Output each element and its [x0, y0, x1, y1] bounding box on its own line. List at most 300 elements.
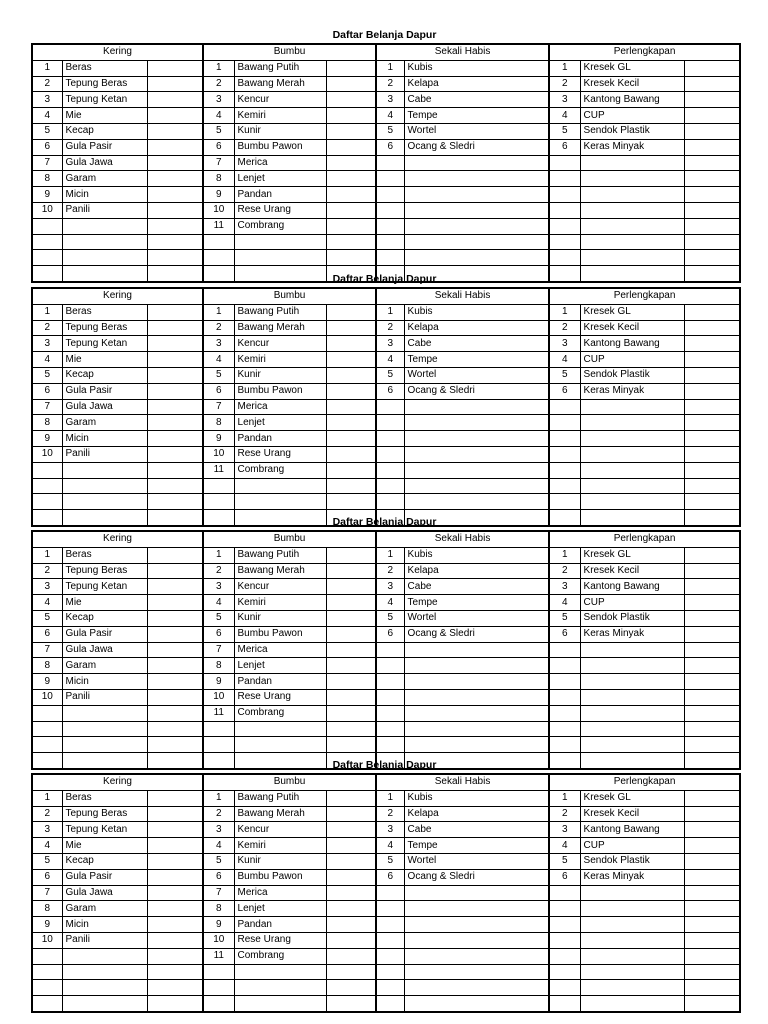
item-name: Panili — [62, 202, 147, 218]
extra-cell — [684, 462, 740, 478]
item-name — [404, 980, 549, 996]
item-number: 8 — [203, 658, 234, 674]
table-row — [32, 415, 740, 431]
item-number: 6 — [549, 626, 580, 642]
item-name: Kresek Kecil — [580, 806, 684, 822]
item-name: Pandan — [234, 674, 326, 690]
item-number: 1 — [376, 547, 404, 563]
item-name: Kresek GL — [580, 547, 684, 563]
item-name — [580, 885, 684, 901]
item-name: Bawang Putih — [234, 60, 326, 76]
item-name: Bumbu Pawon — [234, 869, 326, 885]
item-name — [404, 155, 549, 171]
item-number: 6 — [549, 383, 580, 399]
item-name: Wortel — [404, 853, 549, 869]
item-number: 4 — [203, 352, 234, 368]
item-name: Kelapa — [404, 320, 549, 336]
item-name: CUP — [580, 352, 684, 368]
item-number — [376, 446, 404, 462]
item-name — [62, 494, 147, 510]
item-number: 10 — [32, 689, 62, 705]
item-name: Merica — [234, 642, 326, 658]
item-name: Keras Minyak — [580, 626, 684, 642]
item-name — [580, 901, 684, 917]
item-number — [32, 462, 62, 478]
item-number: 6 — [376, 626, 404, 642]
item-name: Kresek GL — [580, 304, 684, 320]
extra-cell — [326, 822, 376, 838]
item-name: Kelapa — [404, 806, 549, 822]
item-name: Mie — [62, 595, 147, 611]
item-name: Keras Minyak — [580, 139, 684, 155]
item-number — [376, 980, 404, 996]
item-number — [376, 202, 404, 218]
item-number: 1 — [376, 304, 404, 320]
item-name — [580, 478, 684, 494]
item-number: 7 — [32, 642, 62, 658]
table-row — [32, 869, 740, 885]
item-number — [376, 964, 404, 980]
shopping-list-table — [31, 43, 741, 283]
item-number: 4 — [32, 108, 62, 124]
item-number — [376, 399, 404, 415]
extra-cell — [147, 478, 203, 494]
shopping-list-table — [31, 773, 741, 1013]
extra-cell — [684, 171, 740, 187]
item-name: Bawang Putih — [234, 304, 326, 320]
item-name — [62, 964, 147, 980]
item-name: Rese Urang — [234, 202, 326, 218]
item-number — [203, 494, 234, 510]
item-name — [580, 980, 684, 996]
item-number: 4 — [32, 595, 62, 611]
extra-cell — [147, 399, 203, 415]
extra-cell — [326, 304, 376, 320]
item-name: Tepung Ketan — [62, 579, 147, 595]
column-header: Sekali Habis — [376, 44, 549, 60]
item-number: 8 — [32, 171, 62, 187]
item-number — [376, 478, 404, 494]
table-row — [32, 932, 740, 948]
item-number: 10 — [203, 446, 234, 462]
extra-cell — [147, 689, 203, 705]
item-name: Kubis — [404, 547, 549, 563]
item-number: 5 — [203, 123, 234, 139]
column-header: Bumbu — [203, 774, 376, 790]
column-header: Perlengkapan — [549, 531, 740, 547]
item-name: Micin — [62, 431, 147, 447]
item-number: 2 — [549, 76, 580, 92]
item-name: Kecap — [62, 853, 147, 869]
extra-cell — [684, 383, 740, 399]
extra-cell — [147, 932, 203, 948]
extra-cell — [326, 187, 376, 203]
item-number: 1 — [376, 60, 404, 76]
item-number: 1 — [549, 304, 580, 320]
item-number — [549, 171, 580, 187]
extra-cell — [326, 901, 376, 917]
item-number: 11 — [203, 948, 234, 964]
table-row — [32, 202, 740, 218]
item-number — [549, 431, 580, 447]
item-number: 3 — [203, 579, 234, 595]
extra-cell — [326, 383, 376, 399]
item-name: Tempe — [404, 108, 549, 124]
extra-cell — [684, 494, 740, 510]
extra-cell — [684, 352, 740, 368]
item-name: Tepung Beras — [62, 563, 147, 579]
item-name — [234, 996, 326, 1012]
item-name: Kemiri — [234, 352, 326, 368]
item-name: Beras — [62, 304, 147, 320]
item-number — [549, 399, 580, 415]
item-number: 5 — [32, 123, 62, 139]
item-number — [376, 917, 404, 933]
extra-cell — [147, 431, 203, 447]
extra-cell — [326, 218, 376, 234]
item-number — [376, 737, 404, 753]
extra-cell — [684, 964, 740, 980]
item-name — [404, 996, 549, 1012]
shopping-list-table — [31, 287, 741, 527]
extra-cell — [326, 462, 376, 478]
item-name: Beras — [62, 60, 147, 76]
item-number: 9 — [203, 187, 234, 203]
item-name: Cabe — [404, 92, 549, 108]
item-number: 11 — [203, 218, 234, 234]
item-name: Mie — [62, 352, 147, 368]
item-name — [62, 478, 147, 494]
extra-cell — [684, 234, 740, 250]
item-number — [549, 187, 580, 203]
column-header: Bumbu — [203, 44, 376, 60]
item-number: 10 — [32, 446, 62, 462]
table-row — [32, 320, 740, 336]
item-name: Keras Minyak — [580, 869, 684, 885]
extra-cell — [147, 626, 203, 642]
extra-cell — [684, 579, 740, 595]
item-number: 7 — [203, 885, 234, 901]
item-name — [62, 218, 147, 234]
item-number — [549, 658, 580, 674]
item-name — [404, 415, 549, 431]
item-name: Mie — [62, 108, 147, 124]
extra-cell — [684, 721, 740, 737]
item-name — [404, 462, 549, 478]
item-name: Combrang — [234, 705, 326, 721]
item-name — [404, 494, 549, 510]
extra-cell — [684, 218, 740, 234]
item-name: Kubis — [404, 304, 549, 320]
item-number: 2 — [549, 563, 580, 579]
item-number: 9 — [203, 431, 234, 447]
item-name: Bumbu Pawon — [234, 626, 326, 642]
item-number — [549, 234, 580, 250]
extra-cell — [326, 446, 376, 462]
table-row — [32, 642, 740, 658]
extra-cell — [147, 250, 203, 266]
item-name: Gula Pasir — [62, 383, 147, 399]
item-name: Panili — [62, 689, 147, 705]
item-number: 5 — [376, 610, 404, 626]
extra-cell — [147, 948, 203, 964]
extra-cell — [684, 705, 740, 721]
extra-cell — [684, 478, 740, 494]
item-number — [376, 431, 404, 447]
item-name: Kresek Kecil — [580, 320, 684, 336]
table-row — [32, 948, 740, 964]
item-name — [580, 737, 684, 753]
item-number: 6 — [376, 383, 404, 399]
item-number — [203, 980, 234, 996]
item-name — [580, 721, 684, 737]
extra-cell — [684, 202, 740, 218]
extra-cell — [684, 431, 740, 447]
table-row — [32, 123, 740, 139]
extra-cell — [147, 320, 203, 336]
item-number — [549, 721, 580, 737]
item-number: 3 — [549, 579, 580, 595]
item-number: 5 — [376, 123, 404, 139]
item-number: 4 — [203, 595, 234, 611]
item-number: 2 — [32, 806, 62, 822]
item-name — [404, 885, 549, 901]
item-name: Garam — [62, 171, 147, 187]
extra-cell — [147, 563, 203, 579]
item-name: Kunir — [234, 610, 326, 626]
item-number: 3 — [376, 822, 404, 838]
table-row — [32, 822, 740, 838]
table-row — [32, 383, 740, 399]
item-name: Wortel — [404, 123, 549, 139]
extra-cell — [684, 642, 740, 658]
item-name: Kencur — [234, 336, 326, 352]
table-row — [32, 658, 740, 674]
item-name — [580, 658, 684, 674]
extra-cell — [147, 462, 203, 478]
item-number: 1 — [203, 547, 234, 563]
item-name — [404, 399, 549, 415]
item-name: Cabe — [404, 336, 549, 352]
item-name: Kemiri — [234, 595, 326, 611]
item-name — [580, 705, 684, 721]
item-name: Lenjet — [234, 171, 326, 187]
item-name — [404, 721, 549, 737]
extra-cell — [326, 869, 376, 885]
item-name: Kresek GL — [580, 790, 684, 806]
extra-cell — [326, 367, 376, 383]
extra-cell — [326, 885, 376, 901]
item-name — [404, 202, 549, 218]
column-header: Bumbu — [203, 288, 376, 304]
table-row — [32, 737, 740, 753]
extra-cell — [326, 92, 376, 108]
item-number: 4 — [203, 108, 234, 124]
item-name — [404, 171, 549, 187]
item-name: Rese Urang — [234, 689, 326, 705]
item-name: Rese Urang — [234, 932, 326, 948]
item-number: 3 — [203, 822, 234, 838]
item-number — [549, 932, 580, 948]
item-number: 4 — [32, 352, 62, 368]
item-number: 5 — [32, 367, 62, 383]
item-number: 3 — [32, 92, 62, 108]
item-name: Gula Jawa — [62, 642, 147, 658]
item-number — [376, 674, 404, 690]
extra-cell — [147, 202, 203, 218]
item-name: Kantong Bawang — [580, 822, 684, 838]
item-name — [62, 996, 147, 1012]
extra-cell — [326, 721, 376, 737]
item-name: Kunir — [234, 123, 326, 139]
item-number: 4 — [32, 838, 62, 854]
extra-cell — [147, 218, 203, 234]
item-name: Kantong Bawang — [580, 92, 684, 108]
item-number: 3 — [376, 92, 404, 108]
item-number: 5 — [32, 610, 62, 626]
item-name: Bawang Putih — [234, 547, 326, 563]
item-number — [549, 642, 580, 658]
extra-cell — [684, 187, 740, 203]
extra-cell — [326, 234, 376, 250]
extra-cell — [326, 76, 376, 92]
extra-cell — [684, 155, 740, 171]
item-number: 3 — [549, 336, 580, 352]
item-name: Kelapa — [404, 563, 549, 579]
item-number: 11 — [203, 462, 234, 478]
item-name: Beras — [62, 547, 147, 563]
item-number — [32, 737, 62, 753]
item-number: 10 — [32, 202, 62, 218]
column-header: Perlengkapan — [549, 44, 740, 60]
item-name: Tempe — [404, 595, 549, 611]
item-name: Bawang Merah — [234, 76, 326, 92]
extra-cell — [326, 917, 376, 933]
item-name: Combrang — [234, 462, 326, 478]
table-row — [32, 806, 740, 822]
extra-cell — [684, 320, 740, 336]
item-number: 1 — [549, 547, 580, 563]
item-name: Micin — [62, 187, 147, 203]
item-name: Bawang Merah — [234, 320, 326, 336]
item-number — [376, 932, 404, 948]
extra-cell — [684, 658, 740, 674]
table-row — [32, 595, 740, 611]
item-number — [549, 478, 580, 494]
sheet-title: Daftar Belanja Dapur — [332, 29, 437, 41]
item-number: 5 — [549, 123, 580, 139]
extra-cell — [147, 579, 203, 595]
item-number — [203, 250, 234, 266]
item-number: 2 — [32, 563, 62, 579]
item-name — [404, 901, 549, 917]
table-row — [32, 234, 740, 250]
item-number: 3 — [376, 579, 404, 595]
table-row — [32, 626, 740, 642]
item-number: 4 — [376, 352, 404, 368]
extra-cell — [326, 705, 376, 721]
extra-cell — [326, 595, 376, 611]
item-name: Kantong Bawang — [580, 579, 684, 595]
shopping-list-table — [31, 530, 741, 770]
item-name — [404, 478, 549, 494]
item-name — [404, 446, 549, 462]
item-name: Combrang — [234, 218, 326, 234]
item-number: 2 — [203, 806, 234, 822]
item-name: Kubis — [404, 790, 549, 806]
item-name: Ocang & Sledri — [404, 139, 549, 155]
extra-cell — [147, 352, 203, 368]
extra-cell — [326, 399, 376, 415]
item-number: 11 — [203, 705, 234, 721]
item-number: 2 — [32, 76, 62, 92]
item-name — [404, 737, 549, 753]
extra-cell — [147, 658, 203, 674]
item-number: 6 — [32, 139, 62, 155]
extra-cell — [147, 76, 203, 92]
table-row — [32, 980, 740, 996]
item-name — [580, 446, 684, 462]
item-name — [62, 980, 147, 996]
table-row — [32, 139, 740, 155]
extra-cell — [147, 838, 203, 854]
item-number — [549, 964, 580, 980]
item-number: 3 — [32, 336, 62, 352]
item-number — [32, 494, 62, 510]
item-number — [32, 234, 62, 250]
extra-cell — [147, 336, 203, 352]
item-number: 10 — [203, 689, 234, 705]
extra-cell — [326, 320, 376, 336]
item-number: 7 — [32, 399, 62, 415]
extra-cell — [326, 806, 376, 822]
item-name: Pandan — [234, 187, 326, 203]
extra-cell — [147, 547, 203, 563]
item-number — [549, 674, 580, 690]
extra-cell — [147, 610, 203, 626]
item-name — [580, 932, 684, 948]
table-row — [32, 155, 740, 171]
table-row — [32, 60, 740, 76]
column-header: Bumbu — [203, 531, 376, 547]
table-row — [32, 494, 740, 510]
item-number: 2 — [376, 320, 404, 336]
table-row — [32, 838, 740, 854]
item-number: 3 — [32, 822, 62, 838]
item-number — [549, 494, 580, 510]
item-number: 9 — [203, 674, 234, 690]
item-name: Kencur — [234, 92, 326, 108]
item-number — [376, 415, 404, 431]
extra-cell — [326, 674, 376, 690]
extra-cell — [684, 367, 740, 383]
item-number — [549, 901, 580, 917]
item-number: 1 — [376, 790, 404, 806]
extra-cell — [147, 383, 203, 399]
item-name: Gula Jawa — [62, 399, 147, 415]
item-name: Gula Jawa — [62, 885, 147, 901]
extra-cell — [147, 721, 203, 737]
item-number — [376, 705, 404, 721]
item-name — [580, 415, 684, 431]
item-name — [580, 399, 684, 415]
extra-cell — [326, 494, 376, 510]
item-name: Gula Jawa — [62, 155, 147, 171]
item-name: Pandan — [234, 917, 326, 933]
extra-cell — [684, 885, 740, 901]
item-number: 5 — [549, 853, 580, 869]
item-number — [32, 948, 62, 964]
